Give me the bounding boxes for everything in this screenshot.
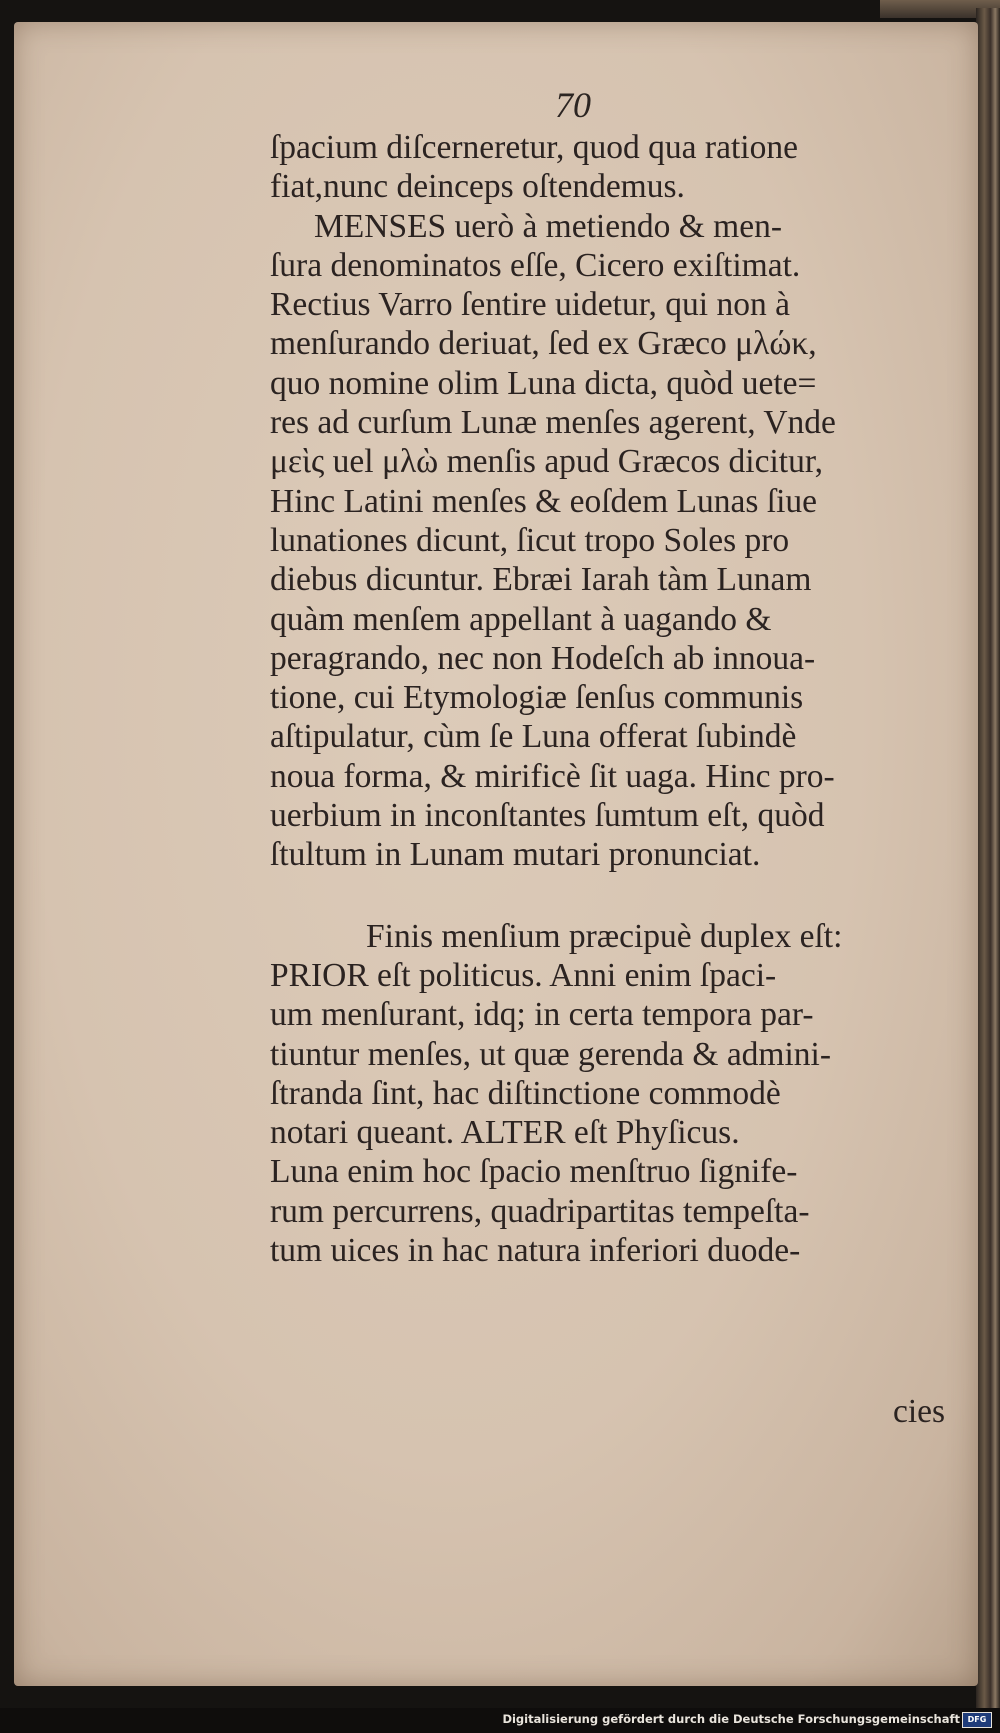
text-line: rum percurrens, quadripartitas tempeſta- <box>270 1192 810 1230</box>
text-line: diebus dicuntur. Ebræi Iarah tàm Lunam <box>270 561 812 599</box>
text-line: aſtipulatur, cùm ſe Luna offerat ſubindè <box>270 718 797 756</box>
text-line: tiuntur menſes, ut quæ gerenda & admini- <box>270 1035 832 1073</box>
text-line: res ad curſum Lunæ menſes agerent, Vnde <box>270 404 836 442</box>
body-text <box>270 128 940 1270</box>
page-stack-edge <box>976 8 1000 1708</box>
text-line: ſpacium diſcerneretur, quod qua ratione <box>270 129 798 166</box>
text-line: lunationes dicunt, ſicut tropo Soles pro <box>270 521 790 559</box>
text-line: quo nomine olim Luna dicta, quòd uete= <box>270 364 817 402</box>
text-line: Luna enim hoc ſpacio menſtruo ſignife- <box>270 1153 798 1191</box>
text-line: ſtultum in Lunam mutari pronunciat. <box>270 836 761 874</box>
text-line: tione, cui Etymologiæ ſenſus communis <box>270 679 804 717</box>
text-line: μεὶς uel μλὼ menſis apud Græcos dicitur, <box>270 443 824 481</box>
text-line: um menſurant, idq; in certa tempora par- <box>270 996 814 1034</box>
text-line: Hinc Latini menſes & eoſdem Lunas ſiue <box>270 482 818 520</box>
text-line: PRIOR eſt politicus. Anni enim ſpaci- <box>270 956 777 994</box>
text-line: ſura denominatos eſſe, Cicero exiſtimat. <box>270 246 801 284</box>
dfg-logo-icon: DFG <box>962 1712 992 1728</box>
paragraph-gap <box>270 875 940 917</box>
text-line: menſurando deriuat, ſed ex Græco μλώκ, <box>270 325 817 363</box>
catchword: cies <box>893 1393 946 1430</box>
text-line: ſtranda ſint, hac diſtinctione commodè <box>270 1074 781 1112</box>
text-line: quàm menſem appellant à uagando & <box>270 600 772 638</box>
footer-bar <box>0 1708 1000 1733</box>
funding-credit: Digitalisierung gefördert durch die Deutsche Forschungsgemeinschaft <box>502 1712 960 1726</box>
page-number: 70 <box>555 85 591 125</box>
text-line: fiat,nunc deinceps oſtendemus. <box>270 168 685 206</box>
text-line: Finis menſium præcipuè duplex eſt: <box>366 917 843 955</box>
text-line: Rectius Varro ſentire uidetur, qui non à <box>270 286 790 324</box>
text-line: uerbium in inconſtantes ſumtum eſt, quòd <box>270 797 825 835</box>
text-line: notari queant. ALTER eſt Phyſicus. <box>270 1114 740 1152</box>
text-line: tum uices in hac natura inferiori duode- <box>270 1232 801 1270</box>
text-line: MENSES uerò à metiendo & men- <box>314 207 782 245</box>
text-line: peragrando, nec non Hodeſch ab innoua- <box>270 639 816 677</box>
text-line: noua forma, & mirificè ſit uaga. Hinc pro- <box>270 757 835 795</box>
